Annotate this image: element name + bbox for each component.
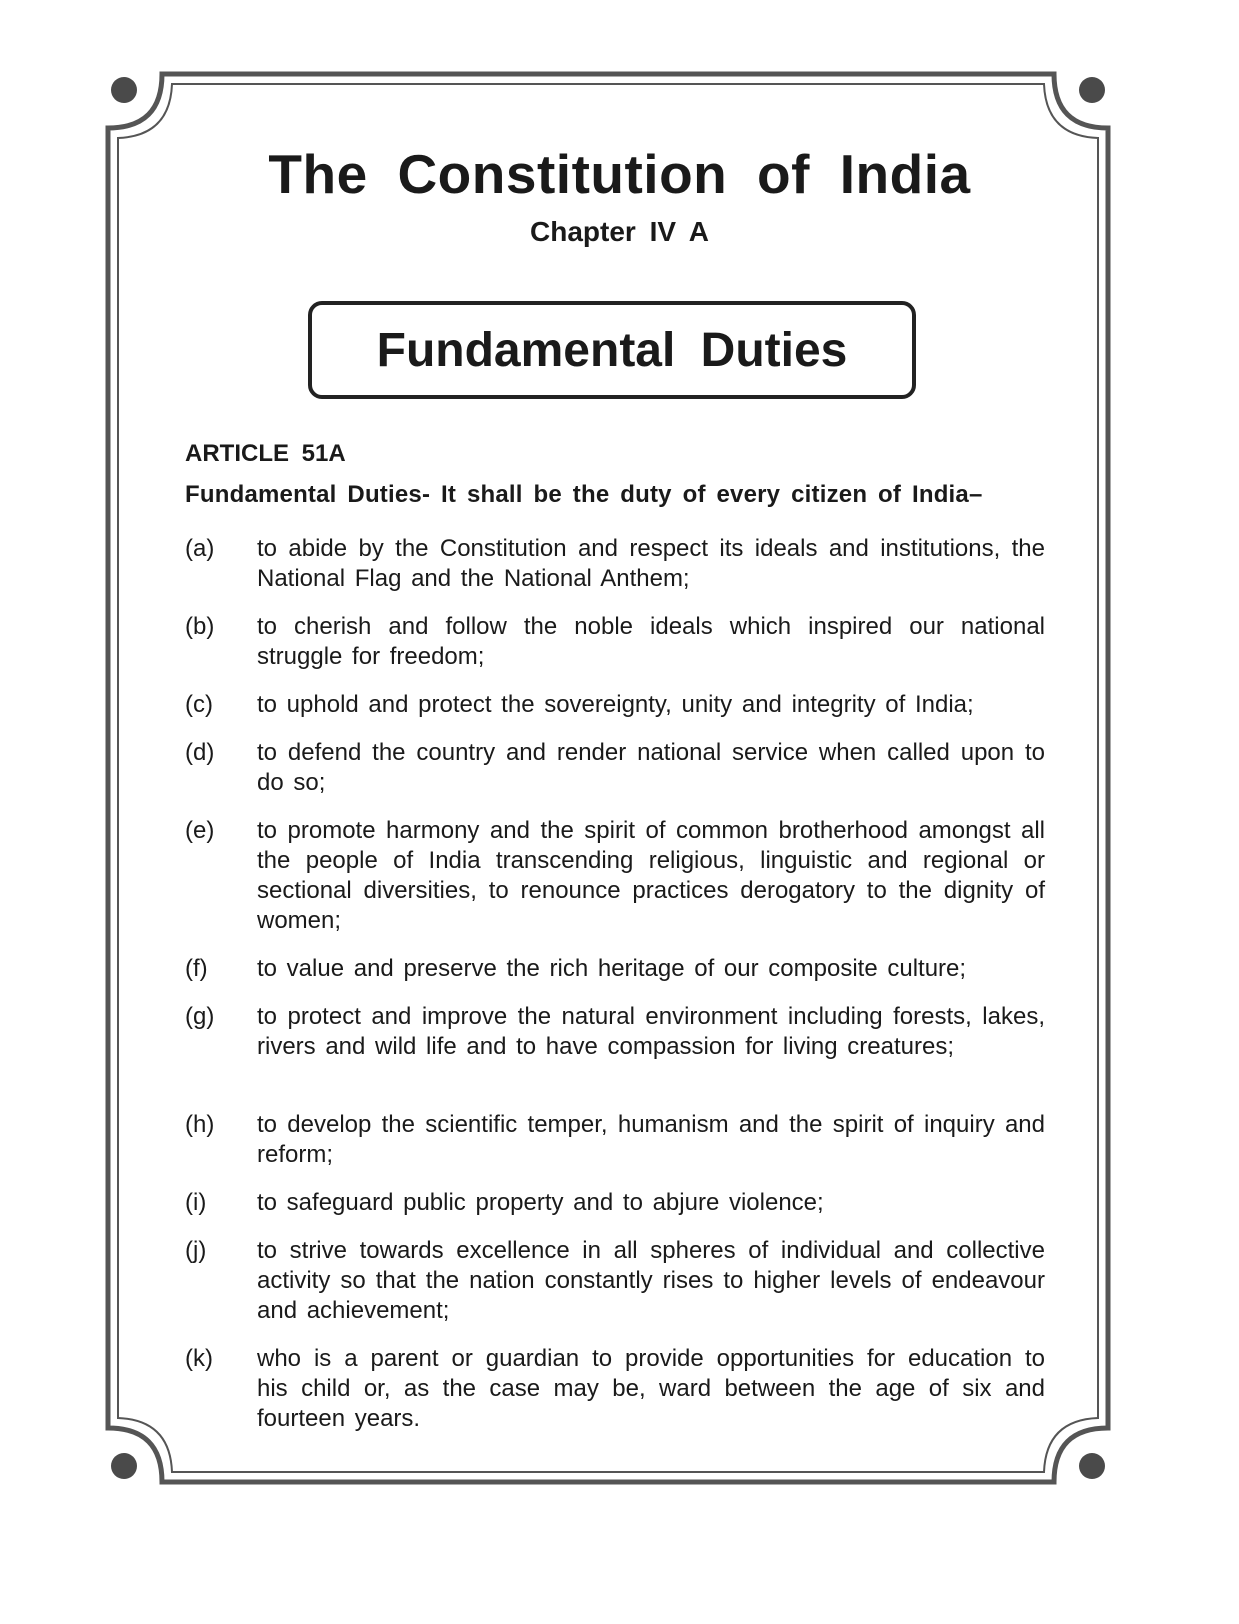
duty-label: (e) bbox=[185, 817, 215, 844]
duty-label: (j) bbox=[185, 1237, 207, 1264]
duties-list bbox=[185, 534, 1045, 1452]
duty-item-i bbox=[185, 1188, 1045, 1236]
duty-label: (g) bbox=[185, 1003, 215, 1030]
duty-item-h bbox=[185, 1110, 1045, 1188]
article-intro: Fundamental Duties- It shall be the duty of every citizen of India– bbox=[185, 481, 983, 508]
duty-item-k bbox=[185, 1344, 1045, 1452]
duty-text: to value and preserve the rich heritage of our composite culture; bbox=[257, 955, 967, 982]
duty-label: (a) bbox=[185, 535, 215, 562]
duty-item-e bbox=[185, 816, 1045, 954]
duty-text: to uphold and protect the sovereignty, unity and integrity of India; bbox=[257, 691, 974, 718]
duty-label: (b) bbox=[185, 613, 215, 640]
duty-item-c bbox=[185, 690, 1045, 738]
duty-item-f bbox=[185, 954, 1045, 1002]
duty-item-b bbox=[185, 612, 1045, 690]
duty-item-d bbox=[185, 738, 1045, 816]
duty-text: who is a parent or guardian to provide opportunities for education to his child or, as the case may be, ward between the age of six and fourteen years. bbox=[257, 1345, 1045, 1432]
section-title: Fundamental Duties bbox=[376, 323, 848, 377]
duty-label: (f) bbox=[185, 955, 208, 982]
chapter-heading: Chapter IV A bbox=[530, 216, 709, 247]
document-title: The Constitution of India bbox=[268, 143, 971, 205]
duty-text: to safeguard public property and to abjure violence; bbox=[257, 1189, 824, 1216]
duty-label: (c) bbox=[185, 691, 213, 718]
duty-text: to defend the country and render national service when called upon to do so; bbox=[257, 739, 1045, 796]
duty-text: to develop the scientific temper, humanism and the spirit of inquiry and reform; bbox=[257, 1111, 1045, 1168]
duty-item-g bbox=[185, 1002, 1045, 1110]
section-title-box bbox=[308, 301, 916, 399]
duty-item-a bbox=[185, 534, 1045, 612]
duty-item-j bbox=[185, 1236, 1045, 1344]
duty-label: (d) bbox=[185, 739, 215, 766]
duty-text: to promote harmony and the spirit of common brotherhood amongst all the people of India transcending religious, linguistic and regional or sectional diversities, to renounce practices derogatory to the dignity of women; bbox=[257, 817, 1045, 934]
duty-text: to strive towards excellence in all spheres of individual and collective activity so that the nation constantly rises to higher levels of endeavour and achievement; bbox=[257, 1237, 1045, 1324]
duty-label: (i) bbox=[185, 1189, 207, 1216]
article-heading: ARTICLE 51A bbox=[185, 440, 346, 467]
duty-text: to abide by the Constitution and respect its ideals and institutions, the National Flag and the National Anthem; bbox=[257, 535, 1045, 592]
duty-text: to cherish and follow the noble ideals which inspired our national struggle for freedom; bbox=[257, 613, 1045, 670]
duty-label: (k) bbox=[185, 1345, 213, 1372]
duty-text: to protect and improve the natural environment including forests, lakes, rivers and wild life and to have compassion for living creatures; bbox=[257, 1003, 1045, 1060]
duty-label: (h) bbox=[185, 1111, 215, 1138]
